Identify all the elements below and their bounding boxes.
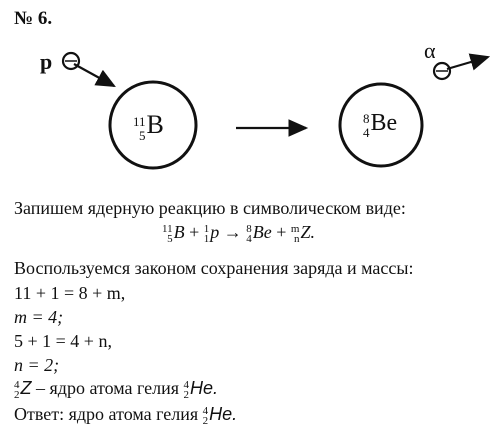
equation-mass: 11 + 1 = 8 + m, [14,283,126,303]
alpha-label: α [424,38,436,63]
proton-arrow [74,64,114,86]
conclusion-line: 4 2 Z – ядро атома гелия 4 2 He. [14,378,219,401]
equation-charge: 5 + 1 = 4 + n, [14,331,112,351]
result-n: n = 2; [14,355,60,375]
result-m: m = 4; [14,307,64,327]
law-text: Воспользуемся законом сохранения заряда и массы: [14,258,414,278]
proton-label: p [40,49,53,74]
alpha-arrow [447,57,488,69]
answer-line: Ответ: ядро атома гелия 4 2 He. [14,404,238,427]
intro-text: Запишем ядерную реакцию в символическом виде: [14,198,406,218]
boron-symbol: 11 5 B [133,110,164,144]
reaction-equation: 11 5 B + 1 1 p → 8 4 Be + m n Z. [162,222,315,245]
task-number: № 6. [14,8,53,29]
beryllium-symbol: 8 4 Be [363,110,398,141]
